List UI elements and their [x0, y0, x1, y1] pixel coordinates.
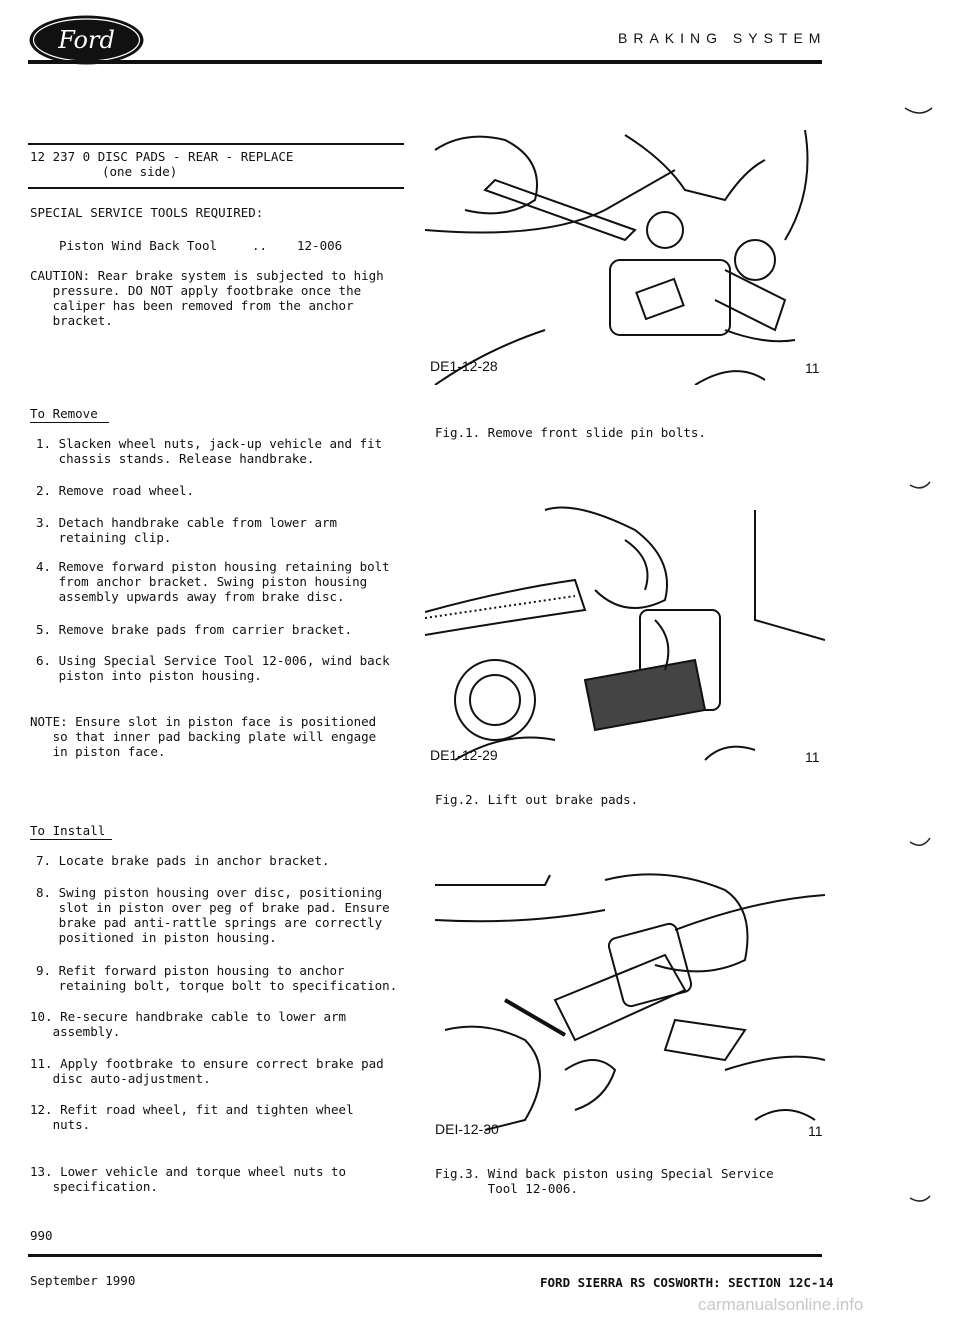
footer-manual: FORD SIERRA RS COSWORTH: SECTION 12C-14 [540, 1275, 834, 1290]
figure-1-caption: Fig.1. Remove front slide pin bolts. [435, 425, 706, 440]
svg-text:Ford: Ford [58, 26, 115, 54]
procedure-code-sub: (one side) [102, 164, 178, 179]
figure-3-label: DEI-12-30 [435, 1121, 499, 1137]
figure-2-caption: Fig.2. Lift out brake pads. [435, 792, 639, 807]
figure-1-illustration [425, 130, 825, 385]
remove-step-5: 5. Remove brake pads from carrier bracket. [36, 622, 353, 637]
remove-step-2: 2. Remove road wheel. [36, 483, 195, 498]
figure-2-illustration [425, 500, 825, 768]
note-text: NOTE: Ensure slot in piston face is positioned so that inner pad backing plate will engage in piston face. [30, 714, 377, 759]
section-title: BRAKING SYSTEM [618, 30, 827, 46]
install-heading-underline [30, 839, 112, 840]
install-step-11: 11. Apply footbrake to ensure correct brake pad disc auto-adjustment. [30, 1056, 384, 1086]
install-step-7: 7. Locate brake pads in anchor bracket. [36, 853, 330, 868]
install-step-10: 10. Re-secure handbrake cable to lower arm assembly. [30, 1009, 347, 1039]
figure-2-label: DE1-12-29 [430, 747, 498, 763]
figure-3-caption: Fig.3. Wind back piston using Special Service Tool 12-006. [435, 1166, 774, 1196]
tool-number: 12-006 [297, 238, 343, 253]
title-bottom-rule [28, 187, 404, 189]
page-number: 990 [30, 1228, 53, 1243]
ford-logo [28, 14, 145, 66]
figure-1-corner: 11 [805, 360, 820, 376]
tools-heading: SPECIAL SERVICE TOOLS REQUIRED: [30, 205, 264, 220]
install-step-9: 9. Refit forward piston housing to anchor retaining bolt, torque bolt to specification. [36, 963, 398, 993]
remove-step-1: 1. Slacken wheel nuts, jack-up vehicle and fit chassis stands. Release handbrake. [36, 436, 383, 466]
title-top-rule [28, 143, 404, 145]
watermark: carmanualsonline.info [698, 1295, 864, 1314]
remove-heading-underline [30, 422, 109, 423]
install-step-12: 12. Refit road wheel, fit and tighten wheel nuts. [30, 1102, 354, 1132]
tool-dots: .. [252, 238, 268, 253]
header-rule [28, 60, 822, 64]
figure-3-illustration [425, 870, 825, 1138]
remove-step-6: 6. Using Special Service Tool 12-006, wind back piston into piston housing. [36, 653, 390, 683]
install-heading: To Install [30, 823, 106, 838]
install-step-13: 13. Lower vehicle and torque wheel nuts to specification. [30, 1164, 347, 1194]
remove-step-4: 4. Remove forward piston housing retaining bolt from anchor bracket. Swing piston housing assembly upwards away from brake disc. [36, 559, 390, 604]
procedure-code: 12 237 0 DISC PADS - REAR - REPLACE [30, 149, 294, 164]
figure-3-corner: 11 [808, 1123, 823, 1139]
caution-text: CAUTION: Rear brake system is subjected to high pressure. DO NOT apply footbrake once the caliper has been removed from the anchor bracket. [30, 268, 384, 328]
margin-marks [880, 100, 940, 1220]
footer-date: September 1990 [30, 1273, 136, 1288]
figure-2-corner: 11 [805, 749, 820, 765]
remove-step-3: 3. Detach handbrake cable from lower arm retaining clip. [36, 515, 338, 545]
footer-rule [28, 1254, 822, 1257]
install-step-8: 8. Swing piston housing over disc, positioning slot in piston over peg of brake pad. Ensure brake pad anti-rattle springs are correctly positioned in piston housing. [36, 885, 390, 945]
figure-1-label: DE1-12-28 [430, 358, 498, 374]
remove-heading: To Remove [30, 406, 98, 421]
tool-name: Piston Wind Back Tool [59, 238, 218, 253]
